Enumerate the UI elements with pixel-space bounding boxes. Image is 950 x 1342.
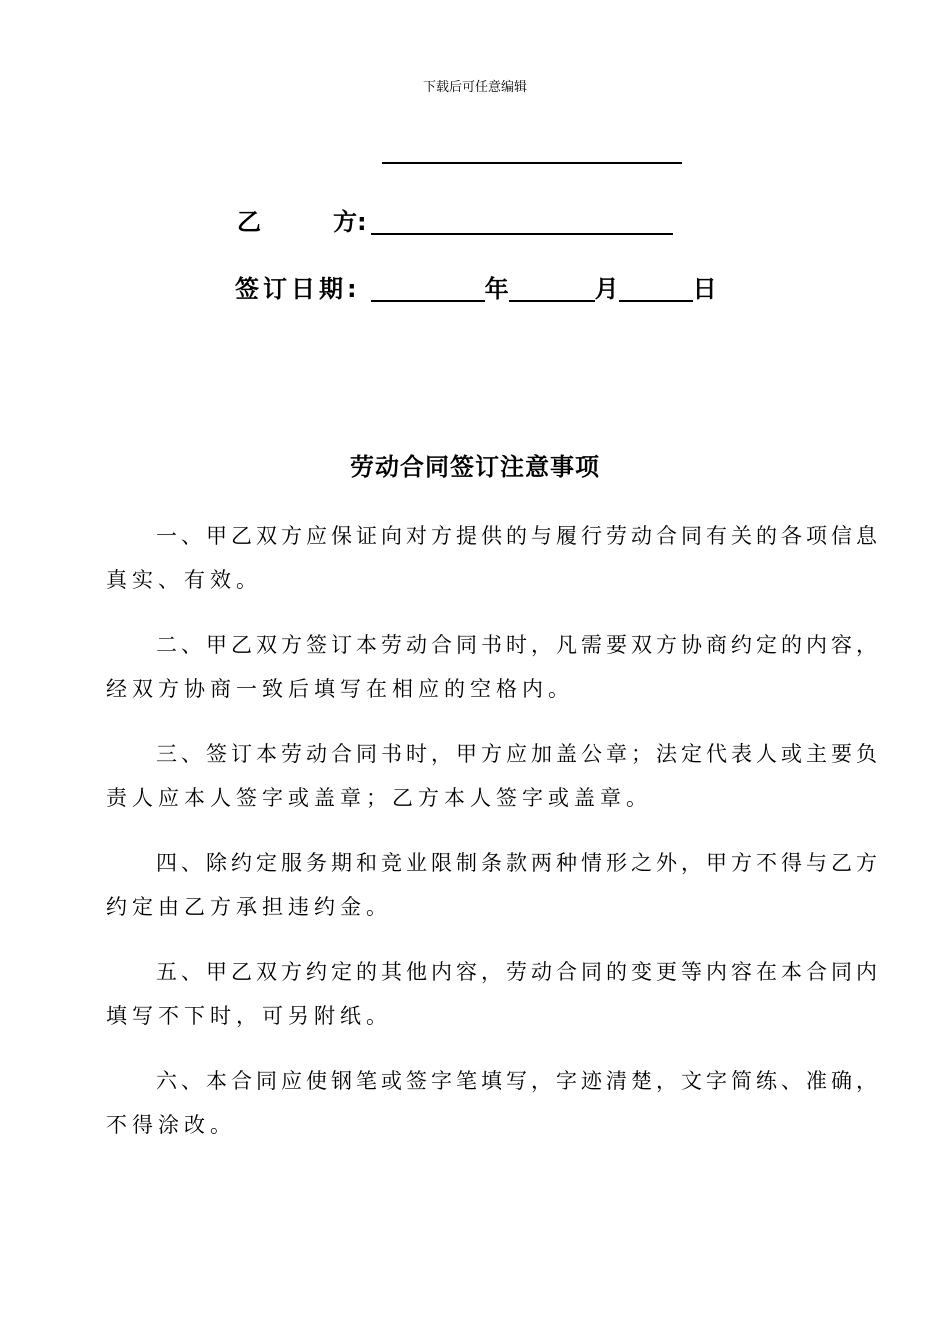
year-label: 年: [484, 275, 509, 303]
document-title: 劳动合同签订注意事项: [350, 453, 600, 481]
notice-paragraph-4: [106, 841, 881, 929]
notice-paragraph-1-line-2: 真实、有效。: [106, 568, 262, 592]
notice-paragraph-5: [106, 950, 881, 1038]
party-b-row: [237, 207, 673, 237]
notice-paragraph-6-line-1: 六、本合同应使钢笔或签字笔填写，字迹清楚，文字简练、准确，: [156, 1069, 881, 1093]
day-blank[interactable]: [619, 278, 693, 302]
party-b-signature-blank[interactable]: [371, 211, 673, 235]
notice-paragraph-5-line-1: 五、甲乙双方约定的其他内容，劳动合同的变更等内容在本合同内: [156, 960, 881, 984]
notice-paragraph-3-line-2: 责人应本人签字或盖章；乙方本人签字或盖章。: [106, 786, 652, 810]
party-b-label-right: 方:: [333, 208, 367, 236]
notice-paragraph-6: [106, 1059, 881, 1147]
notice-paragraph-3: [106, 732, 881, 820]
notice-paragraph-4-line-1: 四、除约定服务期和竞业限制条款两种情形之外，甲方不得与乙方: [156, 851, 881, 875]
sign-date-row: [235, 274, 717, 304]
sign-date-label: 签订日期:: [235, 275, 361, 303]
notice-paragraph-6-line-2: 不得涂改。: [106, 1113, 236, 1137]
signature-blank-line-top: [382, 162, 682, 164]
notice-paragraph-1: [106, 514, 881, 602]
month-blank[interactable]: [509, 278, 595, 302]
notice-paragraph-3-line-1: 三、签订本劳动合同书时，甲方应加盖公章；法定代表人或主要负: [156, 742, 881, 766]
day-label: 日: [692, 275, 717, 303]
notice-paragraph-5-line-2: 填写不下时，可另附纸。: [106, 1004, 392, 1028]
party-b-label-left: 乙: [237, 208, 261, 236]
notice-paragraph-2-line-1: 二、甲乙双方签订本劳动合同书时，凡需要双方协商约定的内容，: [156, 633, 881, 657]
notice-paragraph-2-line-2: 经双方协商一致后填写在相应的空格内。: [106, 677, 574, 701]
notice-paragraph-1-line-1: 一、甲乙双方应保证向对方提供的与履行劳动合同有关的各项信息: [156, 524, 881, 548]
year-blank[interactable]: [371, 278, 485, 302]
header-note: 下载后可任意编辑: [422, 80, 527, 95]
notice-paragraph-4-line-2: 约定由乙方承担违约金。: [106, 895, 392, 919]
month-label: 月: [594, 275, 619, 303]
notice-paragraph-2: [106, 623, 881, 711]
